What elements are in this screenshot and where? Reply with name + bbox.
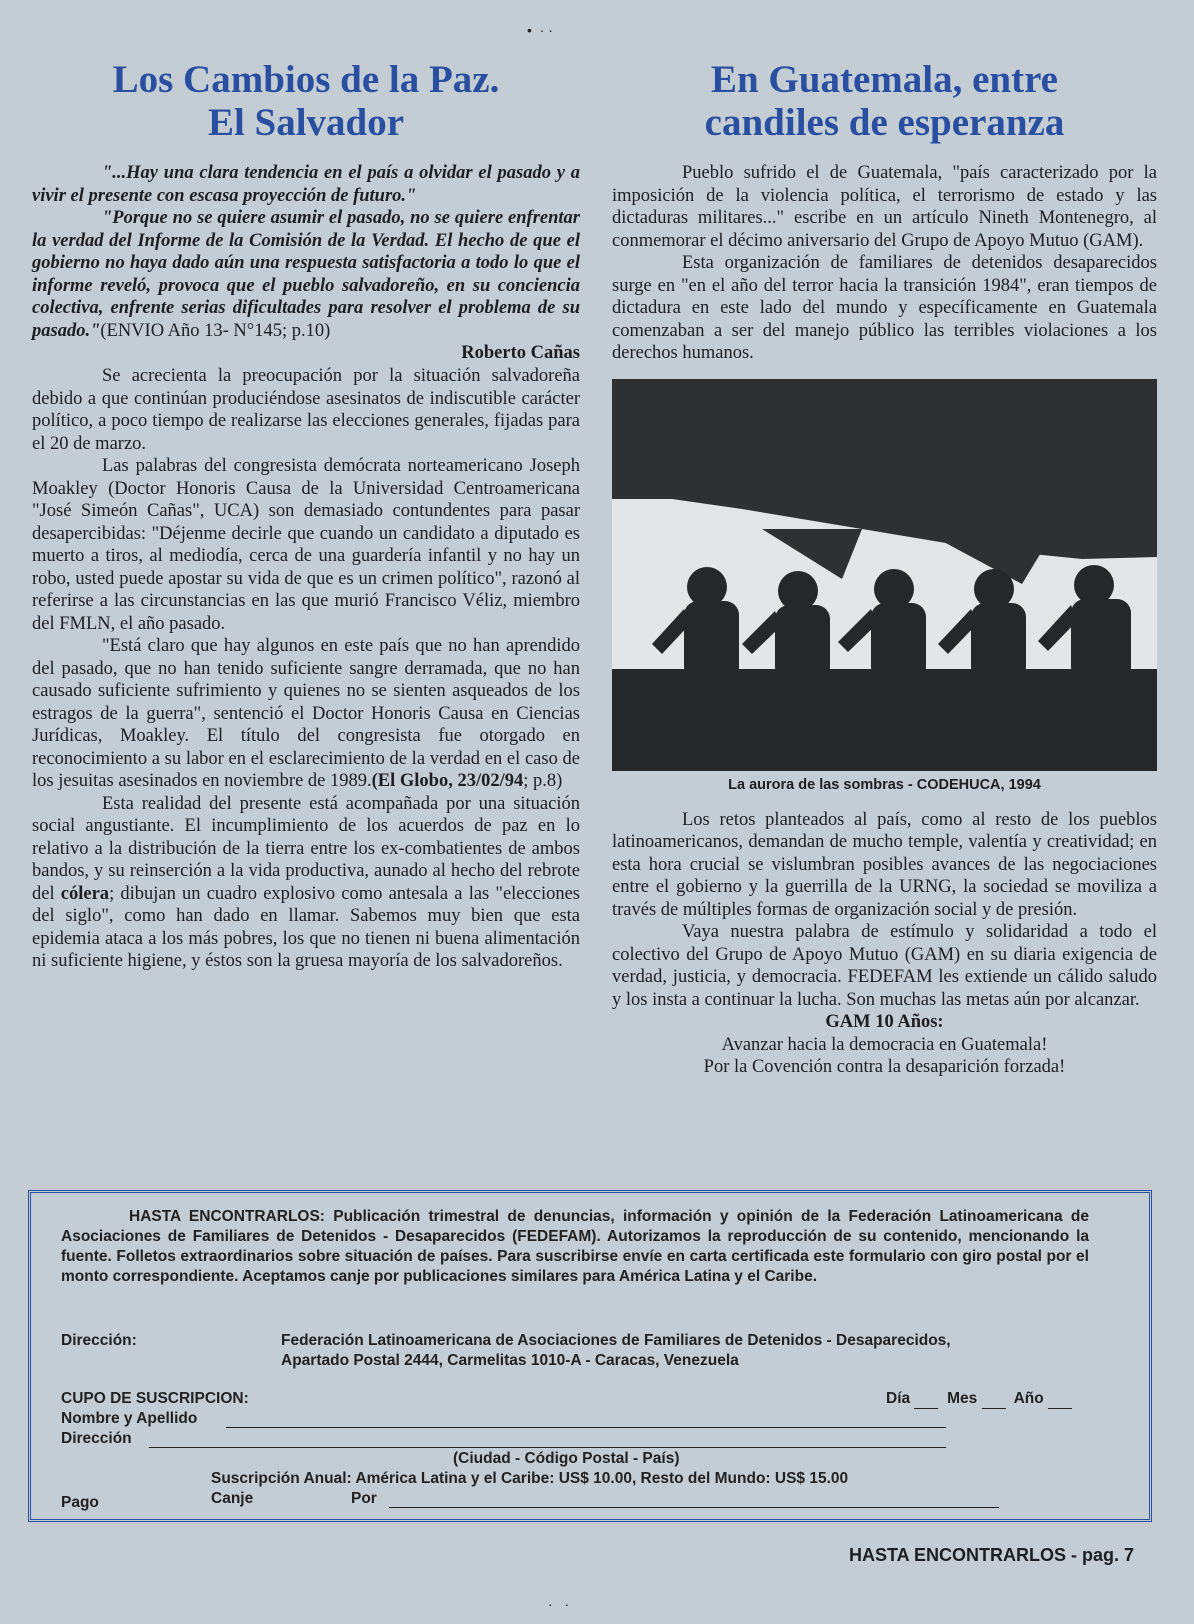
address-line-1: Federación Latinoamericana de Asociaciones de Familiares de Detenidos - Desaparecidos, — [281, 1332, 951, 1349]
left-article — [32, 58, 580, 973]
source-citation: (El Globo, 23/02/94 — [371, 771, 524, 791]
paragraph: "Está claro que hay algunos en este país que no han aprendido del pasado, que no han tenido suficiente sangre derramada, que no han causado suficiente sufrimiento y quienes no se sienten asqueados de los estragos de la guerra", sentenció el Doctor Honoris Causa en Ciencias Jurídicas, Moakley. El título del congresista fue otorgado en reconocimiento a su labor en el esclarecimiento de la verdad en el caso de los jesuitas asesinados en noviembre de 1989.(El Globo, 23/02/94; p.8) — [32, 636, 580, 791]
right-article-title: En Guatemala, entre candiles de esperanza — [704, 58, 1065, 144]
bottom-dots: · · — [548, 1596, 569, 1612]
payment-label: Pago — [61, 1494, 99, 1511]
page-footer: HASTA ENCONTRARLOS - pag. 7 — [848, 1545, 1134, 1565]
quote-1: "...Hay una clara tendencia en el país a olvidar el pasado y a vivir el presente con escasa proyección de futuro." — [32, 163, 580, 206]
subscription-intro: HASTA ENCONTRARLOS: Publicación trimestral de denuncias, información y opinión de la Federación Latinoamericana de Asociaciones de Familiares de Detenidos - Desaparecidos (FEDEFAM). Autorizamos la reproducción de su contenido, mencionando la fuente. Folletos extraordinarios sobre situación de países. Para suscribirse envíe en carta certificada este formulario con giro postal por el monto correspondiente. Aceptamos canje por publicaciones similares para América Latina y el Caribe. — [61, 1208, 1089, 1285]
paragraph: Se acrecienta la preocupación por la situación salvadoreña debido a que continúan produciéndose asesinatos de indiscutible carácter político, a poco tiempo de realizarse las elecciones generales, fijadas para el 20 de marzo. — [32, 366, 580, 454]
annual-price: Suscripción Anual: América Latina y el Caribe: US$ 10.00, Resto del Mundo: US$ 15.00 — [211, 1470, 849, 1487]
left-article-title: Los Cambios de la Paz. El Salvador — [112, 58, 500, 144]
right-article — [612, 58, 1157, 1079]
slogan-1: Avanzar hacia la democracia en Guatemala! — [721, 1034, 1048, 1055]
paragraph: Las palabras del congresista demócrata norteamericano Joseph Moakley (Doctor Honoris Causa de la Universidad Centroamericana "José Simeón Cañas", UCA) son demasiado contundentes para pasar desapercibidas: "Déjenme decirle que cuando un candidato a diputado es muerto a tiros, al mediodía, cerca de una guardería infantil y no hay un robo, usted puede apostar su vida de que es un crimen político", razonó al referirse a las circunstancias en las que murió Francisco Véliz, miembro del FMLN, el año pasado. — [32, 456, 580, 634]
paragraph: Los retos planteados al país, como al resto de los pueblos latinoamericanos, demandan de mucho temple, valentía y creatividad; en esta hora crucial se vislumbran posibles avances de las negociaciones entre el gobierno y la guerrilla de la URNG, la sociedad se moviliza a través de múltiples formas de organización social y de presión. — [612, 809, 1157, 920]
by-field[interactable] — [389, 1489, 999, 1508]
quote-2-reference: (ENVIO Año 13- N°145; p.10) — [100, 320, 331, 341]
address-line-2: Apartado Postal 2444, Carmelitas 1010-A - Caracas, Venezuela — [281, 1352, 739, 1369]
saluting-soldiers-photo — [612, 379, 1157, 771]
gam-heading: GAM 10 Años: — [825, 1012, 944, 1032]
paragraph: Esta organización de familiares de detenidos desaparecidos surge en "en el año del terror hacia la transición 1984", eran tiempos de dictadura en este lado del mundo y específicamente en Guatemala comenzaban a ser del manejo público las terribles violaciones a los derechos humanos. — [612, 253, 1157, 363]
subscription-form — [28, 1190, 1152, 1522]
address-label: Dirección: — [61, 1332, 137, 1349]
slogan-2: Por la Covención contra la desaparición forzada! — [703, 1057, 1066, 1077]
quote-2: "Porque no se quiere asumir el pasado, no se quiere enfrentar la verdad del Informe de la Comisión de la Verdad. El hecho de que el gobierno no haya dado aún una respuesta satisfactoria a todo lo que el informe reveló, provoca que el pueblo salvadoreño, en su conciencia colectiva, enfrente serias dificultades para resolver el problema de su pasado."(ENVIO Año 13- N°145; p.10) — [32, 208, 580, 341]
date-fields: Día Mes Año — [886, 1389, 1072, 1409]
top-dots: • · · — [527, 22, 553, 38]
address-field[interactable] — [149, 1429, 946, 1448]
address-field-label: Dirección — [61, 1430, 132, 1447]
name-label: Nombre y Apellido — [61, 1410, 198, 1427]
paragraph: Pueblo sufrido el de Guatemala, "país caracterizado por la imposición de la violencia política, el terrorismo de estado y las dictaduras militares..." escribe en un artículo Nineth Montenegro, al conmemorar el décimo aniversario del Grupo de Apoyo Mutuo (GAM). — [612, 163, 1157, 251]
by-label: Por — [351, 1490, 377, 1507]
name-field[interactable] — [226, 1409, 946, 1428]
subscription-coupon-label: CUPO DE SUSCRIPCION: — [61, 1390, 249, 1407]
paragraph: Esta realidad del presente está acompañada por una situación social angustiante. El incumplimiento de los acuerdos de paz en lo relativo a la distribución de la tierra entre los ex-combatientes de ambos bandos, y su reinserción a la vida productiva, aunado al hecho del rebrote del cólera; dibujan un cuadro explosivo como antesala a las "elecciones del siglo", como han dado en llamar. Sabemos muy bien que esta epidemia ataca a los más pobres, los que no tienen ni buena alimentación ni suficiente higiene, y éstos son la gruesa mayoría de los salvadoreños. — [32, 793, 580, 971]
city-hint: (Ciudad - Código Postal - País) — [453, 1450, 680, 1467]
month-field[interactable] — [982, 1408, 1006, 1409]
year-field[interactable] — [1048, 1408, 1072, 1409]
photo-caption: La aurora de las sombras - CODEHUCA, 1994 — [728, 776, 1041, 793]
quote-author: Roberto Cañas — [461, 343, 580, 363]
exchange-label: Canje — [211, 1490, 254, 1507]
paragraph: Vaya nuestra palabra de estímulo y solidaridad a todo el colectivo del Grupo de Apoyo Mutuo (GAM) en su diaria exigencia de verdad, justicia, y democracia. FEDEFAM les extiende un cálido saludo y los insta a continuar la lucha. Son muchas las metas aún por alcanzar. — [612, 922, 1157, 1010]
